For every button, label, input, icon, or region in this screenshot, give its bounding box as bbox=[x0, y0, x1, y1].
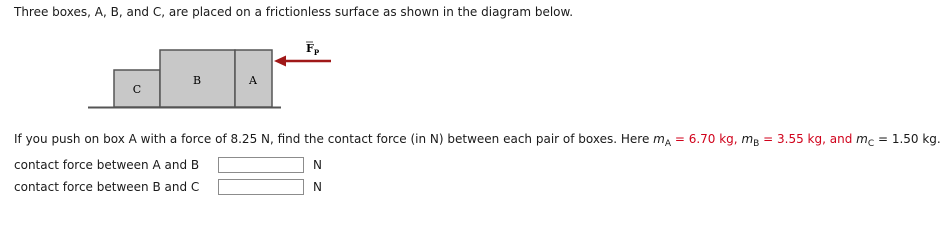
unit-label-bc: N bbox=[313, 180, 322, 194]
question-text bbox=[14, 132, 941, 149]
mass-c-symbol: m bbox=[856, 132, 868, 146]
mass-a-symbol: m bbox=[653, 132, 665, 146]
contact-force-ab-input[interactable] bbox=[218, 157, 304, 173]
mass-b-value: = 3.55 kg, and bbox=[759, 132, 857, 146]
mass-a-subscript: A bbox=[664, 139, 672, 149]
problem-intro: Three boxes, A, B, and C, are placed on a frictionless surface as shown in the diagram below. bbox=[14, 5, 574, 19]
force-subscript: P bbox=[313, 48, 320, 57]
force-arrow-head bbox=[274, 56, 286, 67]
boxes-diagram bbox=[85, 38, 345, 113]
mass-c-value: = 1.50 kg. bbox=[874, 132, 941, 146]
mass-a-value: = 6.70 kg, bbox=[671, 132, 742, 146]
box-b-label: B bbox=[192, 74, 202, 87]
box-c-label: C bbox=[132, 83, 142, 96]
force-label bbox=[306, 42, 320, 57]
box-a-label: A bbox=[249, 74, 257, 87]
question-lead: If you push on box A with a force of 8.25 N, find the contact force (in N) between each pair of boxes. Here bbox=[14, 132, 654, 146]
force-symbol: F bbox=[306, 42, 314, 55]
answer-label-ab: contact force between A and B bbox=[14, 158, 200, 172]
unit-label-ab: N bbox=[313, 158, 322, 172]
mass-c-subscript: C bbox=[867, 139, 875, 149]
contact-force-bc-input[interactable] bbox=[218, 179, 304, 195]
answer-label-bc: contact force between B and C bbox=[14, 180, 200, 194]
mass-b-subscript: B bbox=[753, 139, 760, 149]
mass-b-symbol: m bbox=[741, 132, 754, 146]
